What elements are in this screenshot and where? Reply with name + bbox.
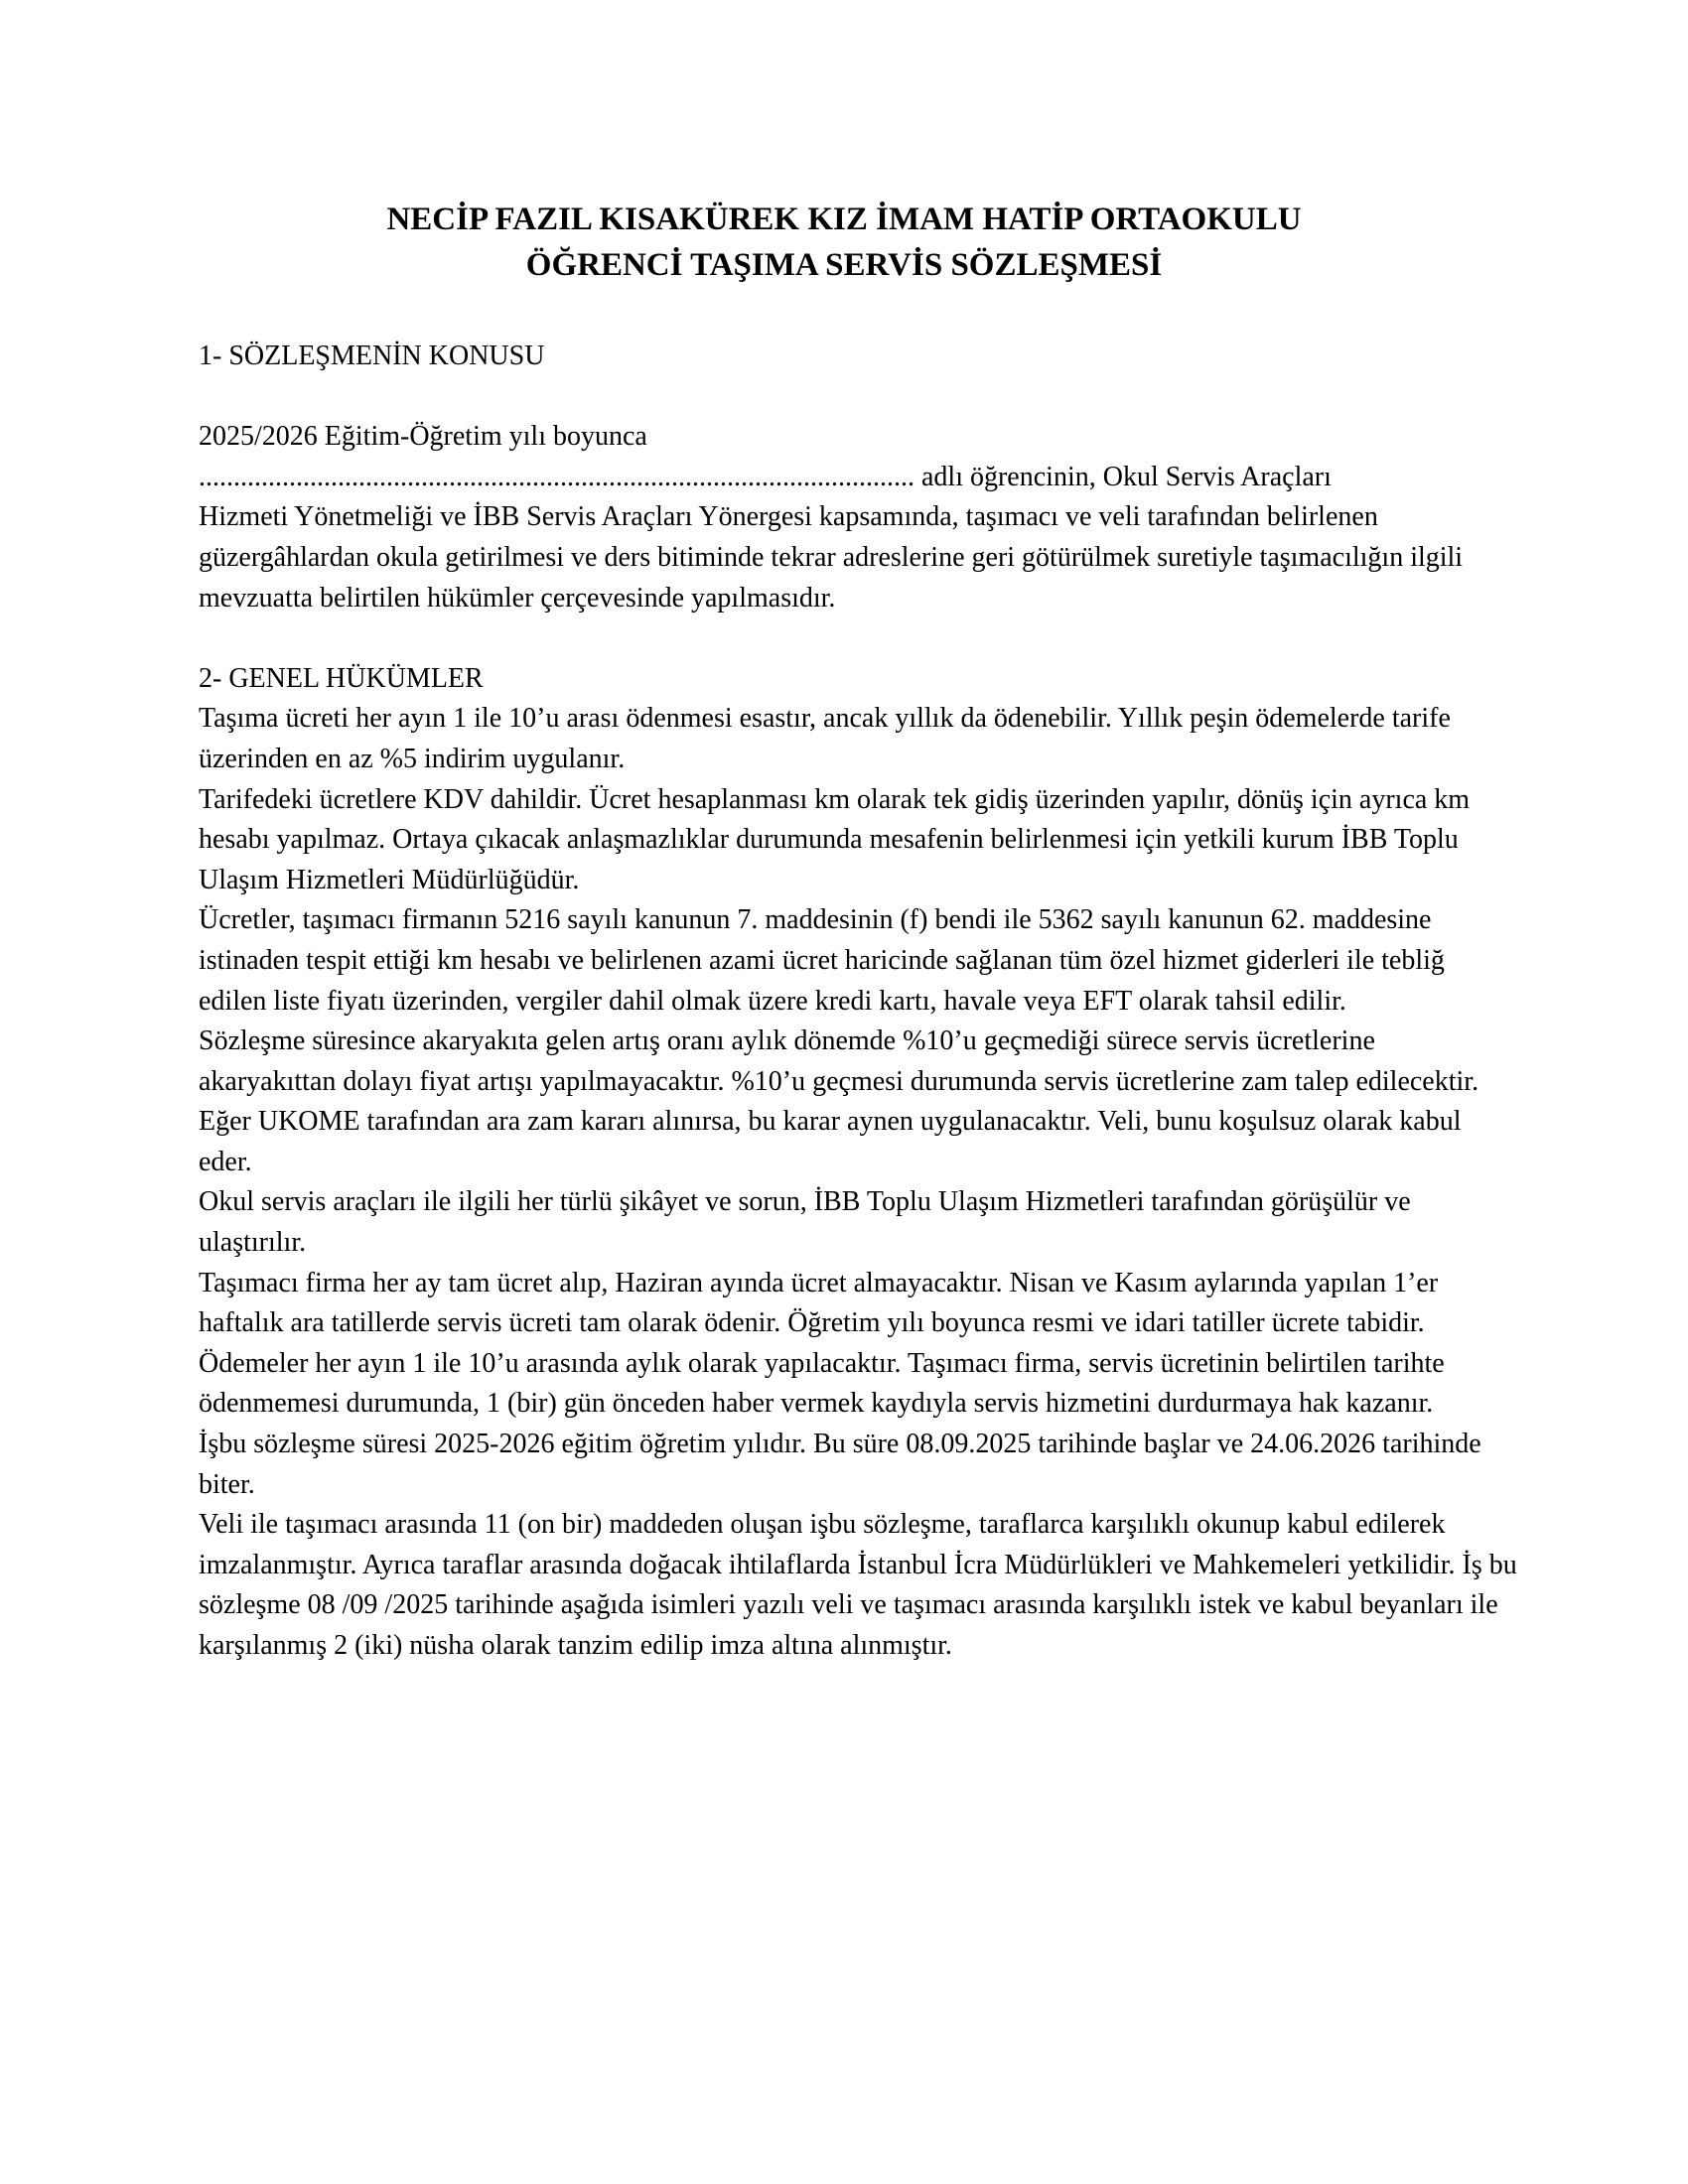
section-2-paragraph: Ödemeler her ayın 1 ile 10’u arasında aylık olarak yapılacaktır. Taşımacı firma, servis ücretinin belirtilen tarihte ödenmemesi durumunda, 1 (bir) gün önceden haber vermek kaydıyla servis hizmetini durdurmaya hak kazanır. (199, 1347, 1445, 1420)
section-2-paragraph: Taşımacı firma her ay tam ücret alıp, Haziran ayında ücret almayacaktır. Nisan ve Kasım aylarında yapılan 1’er haftalık ara tatillerde servis ücreti tam olarak ödenir. Öğretim yılı boyunca resmi ve idari tatiller ücrete tabidir. (199, 1267, 1439, 1339)
section-2-paragraph: Okul servis araçları ile ilgili her türlü şikâyet ve sorun, İBB Toplu Ulaşım Hizmetleri tarafından görüşülür ve ulaştırılır. (199, 1186, 1411, 1259)
spacer (199, 618, 1519, 659)
document-header (0, 197, 1688, 288)
section-2-paragraph: Tarifedeki ücretlere KDV dahildir. Ücret hesaplanması km olarak tek gidiş üzerinden yapılır, dönüş için ayrıca km hesabı yapılmaz. Ortaya çıkacak anlaşmazlıklar durumunda mesafenin belirlenmesi için yetkili kurum İBB Toplu Ulaşım Hizmetleri Müdürlüğüdür. (199, 783, 1471, 895)
section-2-paragraph: İşbu sözleşme süresi 2025-2026 eğitim öğretim yılıdır. Bu süre 08.09.2025 tarihinde başlar ve 24.06.2026 tarihinde biter. (199, 1429, 1481, 1500)
spacer (199, 377, 1519, 418)
section-1-heading: 1- SÖZLEŞMENİN KONUSU (199, 341, 545, 371)
section-2-paragraph: Sözleşme süresince akaryakıta gelen artış oranı aylık dönemde %10’u geçmediği sürece servis ücretlerine akaryakıttan dolayı fiyat artışı yapılmayacaktır. %10’u geçmesi durumunda servis ücretlerine zam talep edilecektir. (199, 1025, 1479, 1097)
student-name-blank: ....................................................................................................... (199, 461, 914, 492)
student-name-line (199, 458, 1519, 498)
student-name-suffix: adlı öğrencinin, Okul Servis Araçları (914, 461, 1332, 492)
section-2-paragraph: Taşıma ücreti her ayın 1 ile 10’u arası ödenmesi esastır, ancak yıllık da ödenebilir. Yıllık peşin ödemelerde tarife üzerinden en az %5 indirim uygulanır. (199, 703, 1451, 774)
section-2-paragraph: Ücretler, taşımacı firmanın 5216 sayılı kanunun 7. maddesinin (f) bendi ile 5362 sayılı kanunun 62. maddesine istinaden tespit ettiği km hesabı ve belirlenen azami ücret haricinde sağlanan tüm özel hizmet giderleri ile tebliğ edilen liste fiyatı üzerinden, vergiler dahil olmak üzere kredi kartı, havale veya EFT olarak tahsil edilir. (199, 904, 1445, 1017)
section-1-body: Hizmeti Yönetmeliği ve İBB Servis Araçları Yönergesi kapsamında, taşımacı ve veli tarafından belirlenen güzergâhlardan okula getirilmesi ve ders bitiminde tekrar adreslerine geri götürülmek suretiyle taşımacılığın ilgili mevzuatta belirtilen hükümler çerçevesinde yapılmasıdır. (199, 501, 1464, 614)
school-name-title: NECİP FAZIL KISAKÜREK KIZ İMAM HATİP ORTAOKULU (386, 202, 1302, 237)
section-2-paragraph: Veli ile taşımacı arasında 11 (on bir) maddeden oluşan işbu sözleşme, taraflarca karşılıklı okunup kabul edilerek imzalanmıştır. Ayrıca taraflar arasında doğacak ihtilaflarda İstanbul İcra Müdürlükleri ve Mahkemeleri yetkilidir. İş bu sözleşme 08 /09 /2025 tarihinde aşağıda isimleri yazılı veli ve taşımacı arasında karşılıklı istek ve kabul beyanları ile karşılanmış 2 (iki) nüsha olarak tanzim edilip imza altına alınmıştır. (199, 1509, 1517, 1661)
document-body (199, 337, 1519, 1667)
contract-title: ÖĞRENCİ TAŞIMA SERVİS SÖZLEŞMESİ (525, 247, 1163, 283)
section-2-paragraph: Eğer UKOME tarafından ara zam kararı alınırsa, bu karar aynen uygulanacaktır. Veli, bunu koşulsuz olarak kabul eder. (199, 1106, 1462, 1177)
section-1-intro: 2025/2026 Eğitim-Öğretim yılı boyunca (199, 421, 647, 453)
section-2-heading: 2- GENEL HÜKÜMLER (199, 662, 484, 694)
